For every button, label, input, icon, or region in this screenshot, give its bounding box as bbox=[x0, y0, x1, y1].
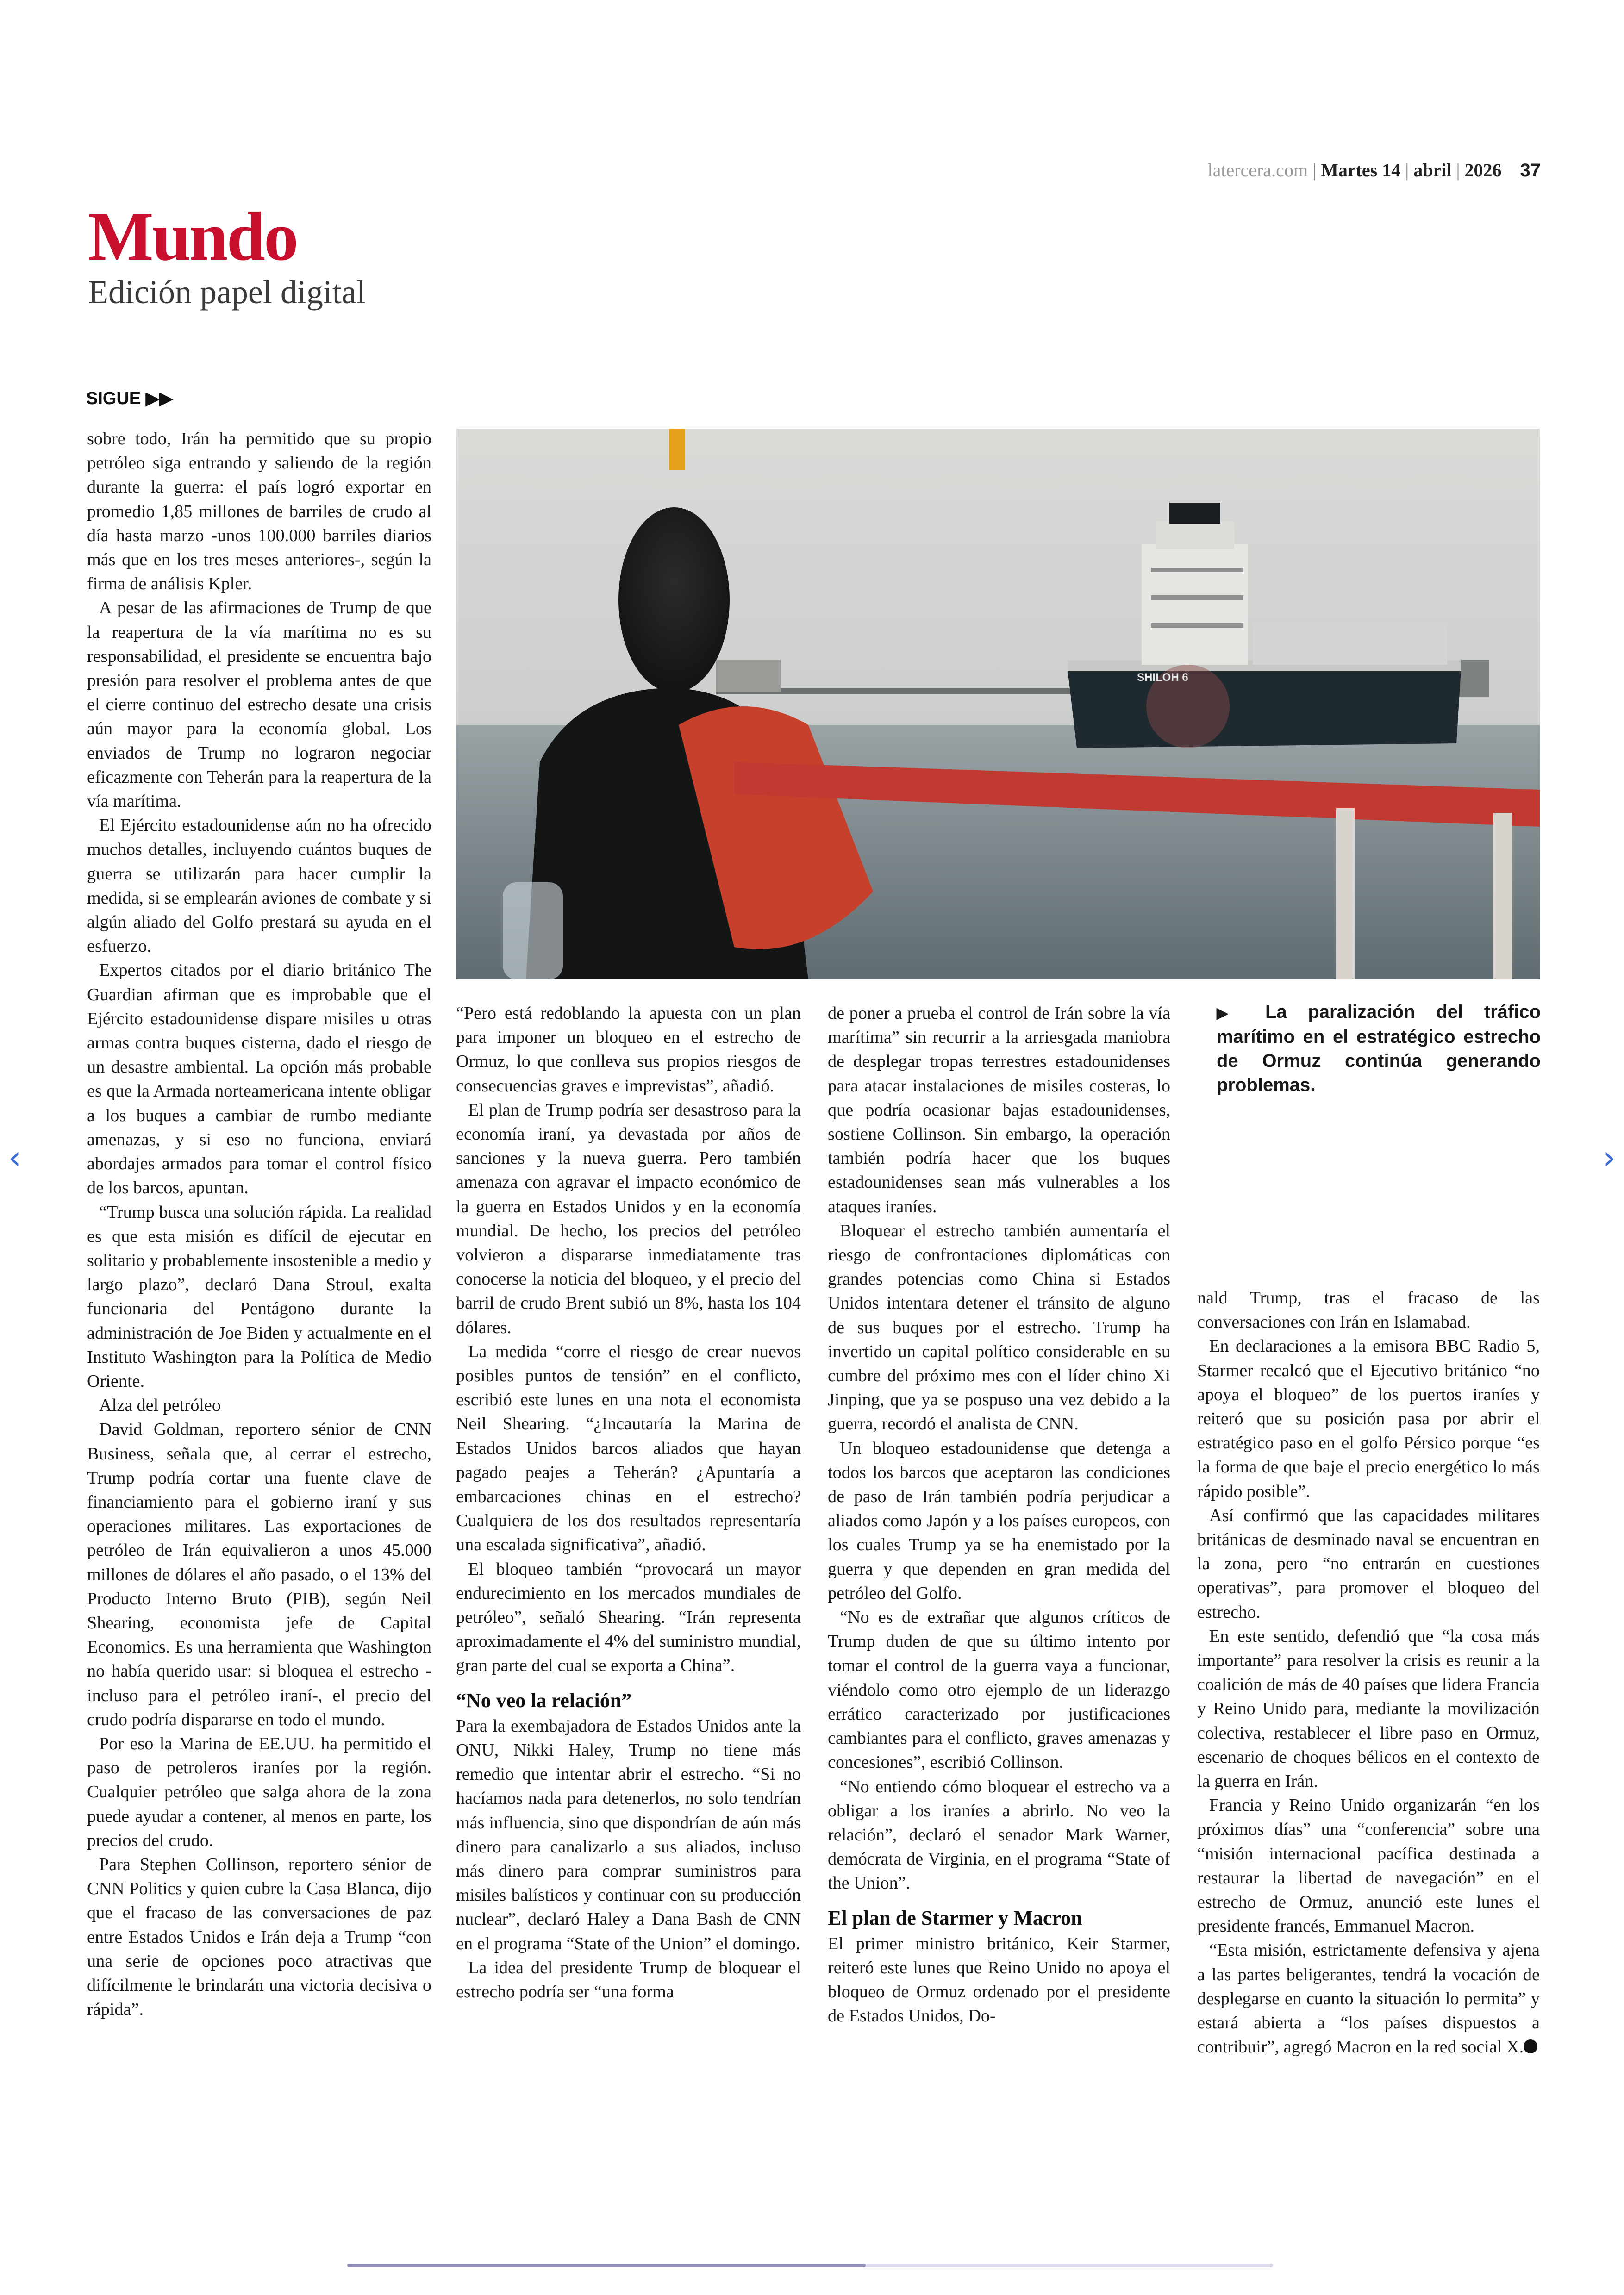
page-header: latercera.com | Martes 14 | abril | 2026 37 bbox=[1207, 160, 1541, 181]
header-day-number: 14 bbox=[1382, 160, 1401, 181]
article-column-1 bbox=[87, 427, 431, 2021]
article-column-4 bbox=[1197, 1286, 1540, 2059]
paragraph: “No entiendo cómo bloquear el estrecho va a obligar a los iraníes a abrirlo. No veo la relación”, declaró el senador Mark Warner, demócrata de Virginia, en el programa “State of the Union”. bbox=[828, 1777, 1170, 1893]
paragraph: El Ejército estadounidense aún no ha ofrecido muchos detalles, incluyendo cuántos buques de guerra se utilizarán para hacer cumplir la medida, si se emplearán aviones de combate y si algún aliado del Golfo prestará su ayuda en el esfuerzo. bbox=[87, 816, 431, 956]
paragraph: El primer ministro británico, Keir Starmer, reiteró este lunes que Reino Unido no apoya el bloqueo de Ormuz ordenado por el presidente de Estados Unidos, Do- bbox=[828, 1933, 1170, 2026]
section-subtitle: Edición papel digital bbox=[88, 274, 366, 311]
paragraph: “No es de extrañar que algunos críticos de Trump duden de que su último intento por tomar el control de la guerra vaya a funcionar, viéndolo como otro ejemplo de un liderazgo errático caracterizado por justificaciones cambiantes para el conflicto, graves amenazas y concesiones”, escribió Collinson. bbox=[828, 1608, 1170, 1772]
section-title: Mundo bbox=[88, 198, 297, 275]
paragraph: sobre todo, Irán ha permitido que su propio petróleo siga entrando y saliendo de la región durante la guerra: el país logró exportar en promedio 1,85 millones de barriles de crudo al día hasta marzo -unos 100.000 barriles diarios más que en los tres meses anteriores-, según la firma de análisis Kpler. bbox=[87, 429, 431, 594]
paragraph: Expertos citados por el diario británico The Guardian afirman que es improbable que el Ejército estadounidense dispare misiles u otras armas contra buques cisterna, dado el riesgo de un desastre ambiental. La opción más probable es que la Armada norteamericana intente obligar a los buques a cambiar de rumbo mediante amenazas, y si eso no funciona, enviará abordajes armados para tomar el control físico de los barcos, apuntan. bbox=[87, 960, 431, 1198]
article-column-3 bbox=[828, 1001, 1170, 2028]
article-column-2 bbox=[456, 1001, 801, 2004]
page-number: 37 bbox=[1520, 160, 1541, 181]
subheading-inline: Alza del petróleo bbox=[99, 1396, 221, 1416]
subheading: “No veo la relación” bbox=[456, 1689, 632, 1712]
paragraph-final bbox=[1197, 1938, 1540, 2059]
previous-page-arrow-icon[interactable]: ‹ bbox=[8, 1139, 21, 1177]
subheading: El plan de Starmer y Macron bbox=[828, 1906, 1082, 1929]
photo-caption bbox=[1217, 1000, 1541, 1097]
paragraph: Para la exembajadora de Estados Unidos ante la ONU, Nikki Haley, Trump no tiene más remedio que intentar abrir el estrecho. “Si no hacíamos nada para detenerlos, no solo tendrían más influencia, sino que dispondrían de aún más dinero para canalizarlo a sus aliados, incluso más dinero para comprar suministros para misiles balísticos y continuar con su producción nuclear”, declaró Haley a Dana Bash de CNN en el programa “State of the Union” el domingo. bbox=[456, 1716, 801, 1953]
paragraph-text: “Esta misión, estrictamente defensiva y ajena a las partes beligerantes, tendrá la vocación de desplegarse en cuanto la situación lo permita” y estará abierta a “los países dispuestos a contribuir”, agregó Macron en la red social X. bbox=[1197, 1940, 1540, 2057]
paragraph: Francia y Reino Unido organizarán “en los próximos días” una “conferencia” sobre una “misión internacional pacífica destinada a restaurar la libertad de navegación” en el estrecho de Ormuz, anunció este lunes el presidente francés, Emmanuel Macron. bbox=[1197, 1796, 1540, 1936]
paragraph: “Pero está redoblando la apuesta con un plan para imponer un bloqueo en el estrecho de Ormuz, lo que conlleva sus propios riesgos de consecuencias graves e imprevistas”, añadió. bbox=[456, 1004, 801, 1096]
article-photo bbox=[456, 429, 1540, 979]
tanker-photo-illustration bbox=[456, 429, 1540, 979]
paragraph: La idea del presidente Trump de bloquear el estrecho podría ser “una forma bbox=[456, 1958, 801, 2002]
paragraph: En este sentido, defendió que “la cosa más importante” para resolver la crisis es reunir a la coalición de más de 40 países que lidera Francia y Reino Unido para, mediante la movilización colectiva, restablecer el libre paso en Ormuz, escenario de choques bélicos en el contexto de la guerra en Irán. bbox=[1197, 1626, 1540, 1791]
end-mark-icon bbox=[1524, 2039, 1537, 2053]
next-page-arrow-icon[interactable]: › bbox=[1603, 1139, 1616, 1177]
caption-text: La paralización del tráfico marítimo en el estratégico estrecho de Ormuz continúa generando problemas. bbox=[1217, 1002, 1541, 1095]
paragraph: Bloquear el estrecho también aumentaría el riesgo de confrontaciones diplomáticas con grandes potencias como China si Estados Unidos intentara detener el tránsito de alguno de sus buques por el estrecho. Trump ha invertido un capital político considerable en su cumbre del próximo mes con el líder chino Xi Jinping, que ya se pospuso una vez debido a la guerra, recordó el analista de CNN. bbox=[828, 1221, 1170, 1434]
paragraph: Por eso la Marina de EE.UU. ha permitido el paso de petroleros iraníes por la región. Cualquier petróleo que salga ahora de la zona puede ayudar a contener, al menos en parte, los precios del crudo. bbox=[87, 1734, 431, 1850]
paragraph: “Trump busca una solución rápida. La realidad es que esta misión es difícil de ejecutar en solitario y probablemente insostenible a medio y largo plazo”, declaró Dana Stroul, exalta funcionaria del Pentágono durante la administración de Joe Biden y actualmente en el Instituto Washington para la Política de Medio Oriente. bbox=[87, 1202, 431, 1391]
paragraph: Un bloqueo estadounidense que detenga a todos los barcos que aceptaron las condiciones de paso de Irán también podría perjudicar a aliados como Japón y a los países europeos, con los cuales Trump ya se ha enemistado por la guerra y que dependen en gran medida del petróleo del Golfo. bbox=[828, 1438, 1170, 1603]
paragraph: En declaraciones a la emisora BBC Radio 5, Starmer recalcó que el Ejecutivo británico “no apoya el bloqueo” de los puertos iraníes y reiteró que su posición pasa por abrir el estratégico paso en el golfo Pérsico porque “es la forma de que baje el precio energético lo más rápido posible”. bbox=[1197, 1336, 1540, 1501]
paragraph: David Goldman, reportero sénior de CNN Business, señala que, al cerrar el estrecho, Trump podría cortar una fuente clave de financiamiento para el gobierno iraní y sus operaciones militares. Las exportaciones de petróleo de Irán equivalieron a unos 45.000 millones de dólares el año pasado, o el 13% del Producto Interno Bruto (PIB), según Neil Shearing, economista jefe de Capital Economics. Es una herramienta que Washington no había querido usar: si bloquea el estrecho -incluso para el petróleo iraní-, el precio del crudo podría dispararse en todo el mundo. bbox=[87, 1420, 431, 1729]
paragraph: Así confirmó que las capacidades militares británicas de desminado naval se encuentran en la zona, pero “no entrarán en cuestiones operativas”, para promover el bloqueo del estrecho. bbox=[1197, 1505, 1540, 1622]
paragraph: El plan de Trump podría ser desastroso para la economía iraní, ya devastada por años de sanciones y la nueva guerra. Pero también amenaza con agravar el impacto económico de la guerra en Estados Unidos y en la economía mundial. De hecho, los precios del petróleo volvieron a dispararse inmediatamente tras conocerse la noticia del bloqueo, y el precio del barril de crudo Brent subió un 8%, hasta los 104 dólares. bbox=[456, 1100, 801, 1337]
paragraph: A pesar de las afirmaciones de Trump de que la reapertura de la vía marítima no es su responsabilidad, el presidente se encuentra bajo presión para resolver el problema antes de que el cierre continuo del estrecho desate una crisis aún mayor para la economía global. Los enviados de Trump no lograron negociar eficazmente con Teherán para la reapertura de la vía marítima. bbox=[87, 598, 431, 811]
header-month: abril bbox=[1413, 160, 1452, 181]
paragraph: de poner a prueba el control de Irán sobre la vía marítima” sin recurrir a la arriesgada maniobra de desplegar tropas terrestres estadounidenses para atacar instalaciones de misiles costeras, lo que podría ocasionar bajas estadounidenses, sostiene Collinson. Sin embargo, la operación también podría hacer que los buques estadounidenses sean más vulnerables a los ataques iraníes. bbox=[828, 1004, 1170, 1216]
scrollbar-thumb[interactable] bbox=[347, 2264, 866, 2267]
header-year: 2026 bbox=[1464, 160, 1502, 181]
caption-arrow-icon: ▶ bbox=[1217, 1004, 1244, 1021]
header-day: Martes bbox=[1321, 160, 1378, 181]
site-name[interactable]: latercera.com bbox=[1207, 160, 1308, 181]
paragraph: nald Trump, tras el fracaso de las conversaciones con Irán en Islamabad. bbox=[1197, 1288, 1540, 1332]
paragraph: Para Stephen Collinson, reportero sénior de CNN Politics y quien cubre la Casa Blanca, dijo que el fracaso de las conversaciones de paz entre Estados Unidos e Irán deja a Trump “con una serie de opciones poco atractivas que difícilmente le brindarán una victoria decisiva o rápida”. bbox=[87, 1854, 431, 2020]
paragraph: El bloqueo también “provocará un mayor endurecimiento en los mercados mundiales de petróleo”, señaló Shearing. “Irán representa aproximadamente el 4% del suministro mundial, gran parte del cual se exporta a China”. bbox=[456, 1559, 801, 1676]
ship-name: SHILOH 6 bbox=[1137, 671, 1188, 684]
paragraph: La medida “corre el riesgo de crear nuevos posibles puntos de tensión” en el conflicto, escribió este lunes en una nota el economista Neil Shearing. “¿Incautaría la Marina de Estados Unidos barcos aliados que hayan pagado peajes a Teherán? ¿Apuntaría a embarcaciones chinas en el estrecho? Cualquiera de los dos resultados representaría una escalada significativa”, añadió. bbox=[456, 1341, 801, 1555]
continues-label: SIGUE ▶▶ bbox=[86, 389, 173, 408]
